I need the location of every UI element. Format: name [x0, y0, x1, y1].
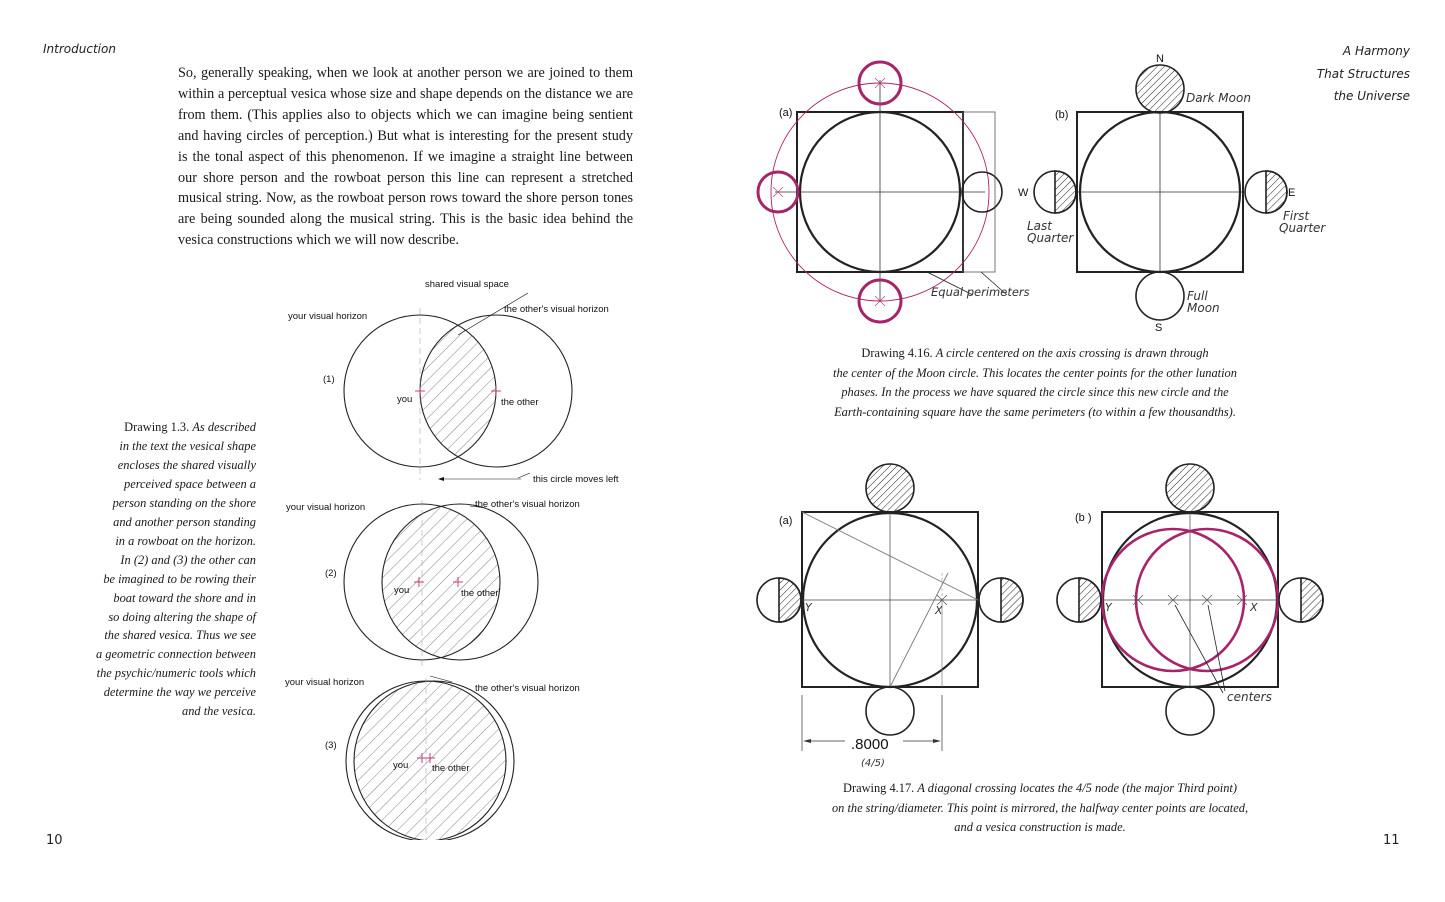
caption-line: be imagined to be rowing their — [103, 571, 256, 586]
caption-label: Drawing 4.17. — [843, 781, 915, 795]
page-number-right: 11 — [1383, 833, 1400, 848]
full-moon-label: Full — [1187, 289, 1208, 303]
label-b: (b) — [1055, 109, 1069, 121]
caption-drawing-4-17: Drawing 4.17. A diagonal crossing locates the 4/5 node (the major Third point) on the string/diameter. This point is mirrored, the halfway center points are located, and a vesica construction is made. — [800, 779, 1280, 838]
caption-line: in the text the vesical shape — [119, 438, 256, 453]
body-line: and having circles of perception.) But what is interesting for the present study — [178, 127, 633, 144]
last-quarter-label: Last — [1027, 219, 1052, 233]
caption-label: Drawing 4.16. — [861, 346, 933, 360]
the-other-label: the other — [501, 397, 539, 408]
label-a: (a) — [779, 515, 793, 527]
label-b: (b ) — [1075, 512, 1092, 524]
vesica-step-3 — [285, 676, 580, 840]
dark-moon-label: Dark Moon — [1186, 91, 1251, 105]
vesica-step-2 — [286, 499, 580, 668]
caption-line: and the vesica. — [182, 704, 256, 719]
your-horizon-label: your visual horizon — [288, 311, 368, 322]
caption-line: Earth-containing square have the same perimeters (to within a few thousandths). — [834, 404, 1236, 419]
step-2-label: (2) — [325, 568, 337, 579]
running-head-left: Introduction — [43, 42, 116, 56]
you-label: you — [397, 394, 413, 405]
body-text — [178, 63, 633, 251]
moves-left-label: this circle moves left — [533, 474, 619, 485]
step-1-label: (1) — [323, 374, 335, 385]
value-label: .8000 — [851, 736, 889, 753]
y-label: Y — [805, 601, 812, 614]
first-quarter-label: First — [1283, 209, 1310, 223]
fraction-label: (4/5) — [861, 758, 885, 769]
caption-line: person standing on the shore — [112, 495, 256, 510]
caption-line: and another person standing — [113, 514, 256, 529]
west-label: W — [1018, 187, 1029, 199]
label-a: (a) — [779, 107, 793, 119]
caption-line: perceived space between a — [124, 476, 256, 491]
caption-line: phases. In the process we have squared the circle since this new circle and the — [841, 385, 1229, 399]
step-3-label: (3) — [325, 740, 337, 751]
drawing-4-17-figure — [745, 455, 1345, 775]
caption-line: encloses the shared visually — [117, 457, 256, 472]
equal-perimeters-label: Equal perimeters — [931, 285, 1030, 299]
caption-line: the psychic/numeric tools which — [96, 666, 256, 681]
body-line: musical string. Now, as the rowboat person rows toward the shore person tones — [178, 190, 633, 207]
the-other-label: the other — [461, 588, 499, 599]
body-line: is the tonal aspect of this phenomenon. If we imagine a straight line between — [178, 148, 633, 165]
x-label: X — [1250, 601, 1258, 614]
east-label: E — [1288, 187, 1296, 199]
full-moon-label: Moon — [1187, 301, 1220, 315]
figure-a — [758, 62, 1030, 322]
caption-line: boat toward the shore and in — [113, 590, 256, 605]
you-label: you — [393, 760, 409, 771]
drawing-4-16-figure — [745, 40, 1345, 340]
y-label: Y — [1105, 601, 1112, 614]
body-line: vesica constructions which we will now describe. — [178, 232, 459, 249]
caption-line: the shared vesica. Thus we see — [104, 628, 256, 643]
caption-label: Drawing 1.3. — [124, 420, 190, 434]
centers-label: centers — [1227, 690, 1272, 704]
the-other-label: the other — [432, 763, 470, 774]
other-horizon-label: the other's visual horizon — [475, 499, 580, 510]
you-label: you — [394, 585, 410, 596]
other-horizon-label: the other's visual horizon — [504, 304, 609, 315]
your-horizon-label: your visual horizon — [285, 677, 365, 688]
figure-b — [1018, 53, 1326, 334]
north-label: N — [1156, 53, 1164, 65]
south-label: S — [1155, 322, 1163, 334]
caption-line: determine the way we perceive — [103, 685, 256, 700]
figure-a — [757, 464, 1023, 769]
other-horizon-label: the other's visual horizon — [475, 683, 580, 694]
body-line: within a perceptual vesica whose size and shape depends on the distance we are — [178, 85, 633, 102]
body-line: So, generally speaking, when we look at another person we are joined to them — [178, 65, 633, 81]
caption-line: and a vesica construction is made. — [954, 820, 1126, 834]
figure-b — [1057, 464, 1323, 735]
running-head-right: A Harmony That Structures the Universe — [1316, 44, 1410, 103]
body-line: are being sounded along the musical string. This is the basic idea behind the — [178, 211, 633, 228]
body-line: from them. (This applies also to objects which we can imagine being sentient — [178, 106, 633, 123]
caption-line: in a rowboat on the horizon. — [115, 533, 256, 548]
vesica-step-1 — [288, 279, 619, 485]
caption-line: In (2) and (3) the other can — [120, 552, 256, 567]
page-number-left: 10 — [46, 833, 63, 848]
caption-drawing-4-16: Drawing 4.16. A circle centered on the axis crossing is drawn through the center of the Moon circle. This locates the center points for the other lunation phases. In the process we have squared the circle since this new circle and the Earth-containing square have the same perimeters (to within a few thousandths). — [805, 344, 1265, 422]
body-line: our shore person and the rowboat person this line can represent a stretched — [178, 169, 633, 186]
caption-line: a geometric connection between — [96, 647, 256, 662]
caption-line: on the string/diameter. This point is mirrored, the halfway center points are located, — [831, 800, 1249, 815]
caption-line: the center of the Moon circle. This locates the center points for the other lunation — [833, 365, 1237, 380]
your-horizon-label: your visual horizon — [286, 502, 366, 513]
drawing-1-3-figure — [270, 270, 650, 840]
last-quarter-label: Quarter — [1027, 231, 1074, 245]
x-label: X — [935, 604, 943, 617]
first-quarter-label: Quarter — [1279, 221, 1326, 235]
caption-drawing-1-3: Drawing 1.3. As described in the text the vesical shape encloses the shared visually perceived space between a person standing on the shore and another person standing in a rowboat on the horizon. In (2) and (3) the other can be imagined to be rowing their boat toward the shore and in so doing altering the shape of the shared vesica. Thus we see a geometric connection between the psychic/numeric tools which determine the way we perceive and the vesica. — [62, 418, 256, 721]
shared-space-label: shared visual space — [425, 279, 509, 290]
caption-line: so doing altering the shape of — [108, 609, 256, 624]
